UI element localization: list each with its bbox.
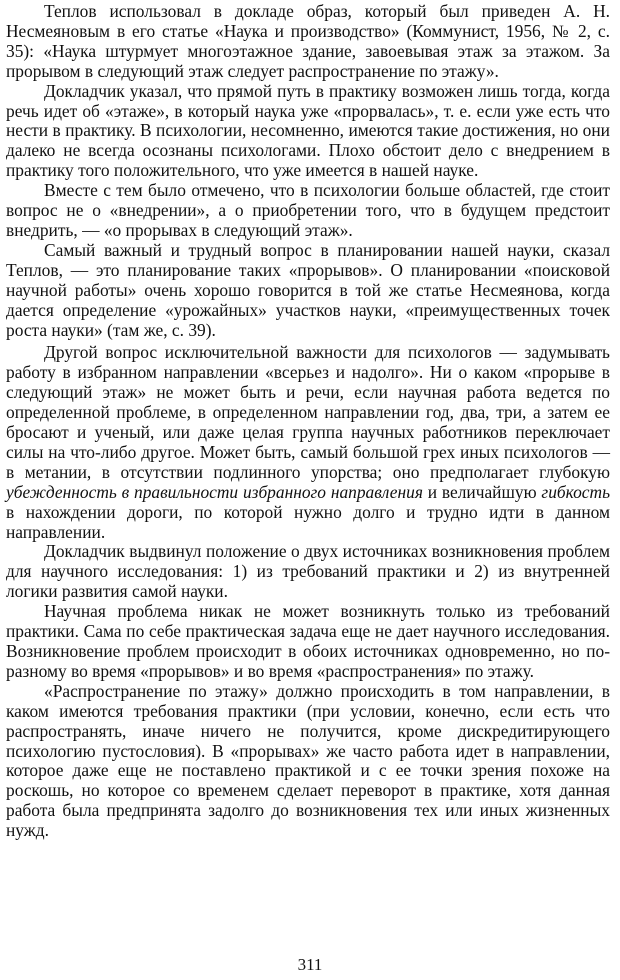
paragraph-4 [6, 241, 610, 341]
text-run: Докладчик указал, что прямой путь в практику возможен лишь тогда, когда речь идет об «этаже», в который наука уже «прорвалась», т. е. если уже есть что нести в практику. В психологии, несомненно, имеются такие достижения, но они далеко не всегда осознаны психологами. Плохо обстоит дело с внедрением в практику того положительного, что уже имеется в нашей науке. [6, 80, 610, 181]
paragraph-1 [6, 2, 610, 82]
paragraph-8 [6, 682, 610, 841]
paragraph-6 [6, 542, 610, 602]
paragraph-3 [6, 181, 610, 241]
text-run: Другой вопрос исключительной важности для психологов — задумывать работу в избранном направлении «всерьез и надолго». Ни о каком «прорыве в следующий этаж» не может быть и речи, если научная работа ведется по определенной проблеме, в определенном направлении год, два, три, а затем ее бросают и ученый, или даже целая группа научных работников переключает силы на что-либо другое. Может быть, самый большой грех иных психологов — в метании, в отсутствии подлинного упорства; оно предполагает глубокую [6, 342, 610, 482]
text-run: Докладчик выдвинул положение о двух источниках возникновения проблем для научного исследования: 1) из требований практики и 2) из внутренней логики развития самой науки. [6, 541, 610, 602]
paragraph-5 [6, 343, 610, 542]
text-run: Научная проблема никак не может возникнуть только из требований практики. Сама по себе практическая задача еще не дает научного исследования. Возникновение проблем происходит в обоих источниках одновременно, но по-разному во время «прорывов» и во время «распространения» по этажу. [6, 601, 610, 681]
text-run: Самый важный и трудный вопрос в планировании нашей науки, сказал Теплов, — это планирование таких «прорывов». О планировании «поисковой научной работы» очень хорошо говорится в той же статье Несмеянова, когда дается определение «урожайных» участков науки, «преимущественных точек роста науки» (там же, с. 39). [6, 239, 610, 340]
page-number: 311 [297, 955, 323, 974]
text-run: и величайшую [422, 481, 542, 502]
paragraph-2 [6, 82, 610, 182]
emphasis-text: гибкость [541, 481, 610, 502]
text-run: «Распространение по этажу» должно происходить в том направлении, в каком имеются требования практики (при условии, конечно, если есть что распространять, иначе ничего не получится, кроме дискредитирующего психологию пустословия). В «прорывах» же часто работа идет в направлении, которое даже еще не поставлено практикой и с ее точки зрения похоже на роскошь, но которое со временем сделает переворот в практике, хотя данная работа была предпринята задолго до возникновения тех или иных жизненных нужд. [6, 680, 610, 841]
text-run: Теплов использовал в докладе образ, который был приведен А. Н. Несмеяновым в его статье «Наука и производство» (Коммунист, 1956, № 2, с. 35): «Наука штурмует многоэтажное здание, завоевывая этаж за этажом. За прорывом в следующий этаж следует распространение по этажу». [6, 1, 610, 81]
body-text [6, 2, 610, 841]
emphasis-text: убежденность в правильности избранного направления [6, 481, 423, 502]
paragraph-7 [6, 602, 610, 682]
text-run: в нахождении дороги, по которой нужно долго и трудно идти в данном направлении. [6, 501, 610, 542]
text-run: Вместе с тем было отмечено, что в психологии больше областей, где стоит вопрос не о «внедрении», а о приобретении того, что в будущем предстоит внедрить, — «о прорывах в следующий этаж». [6, 180, 610, 240]
